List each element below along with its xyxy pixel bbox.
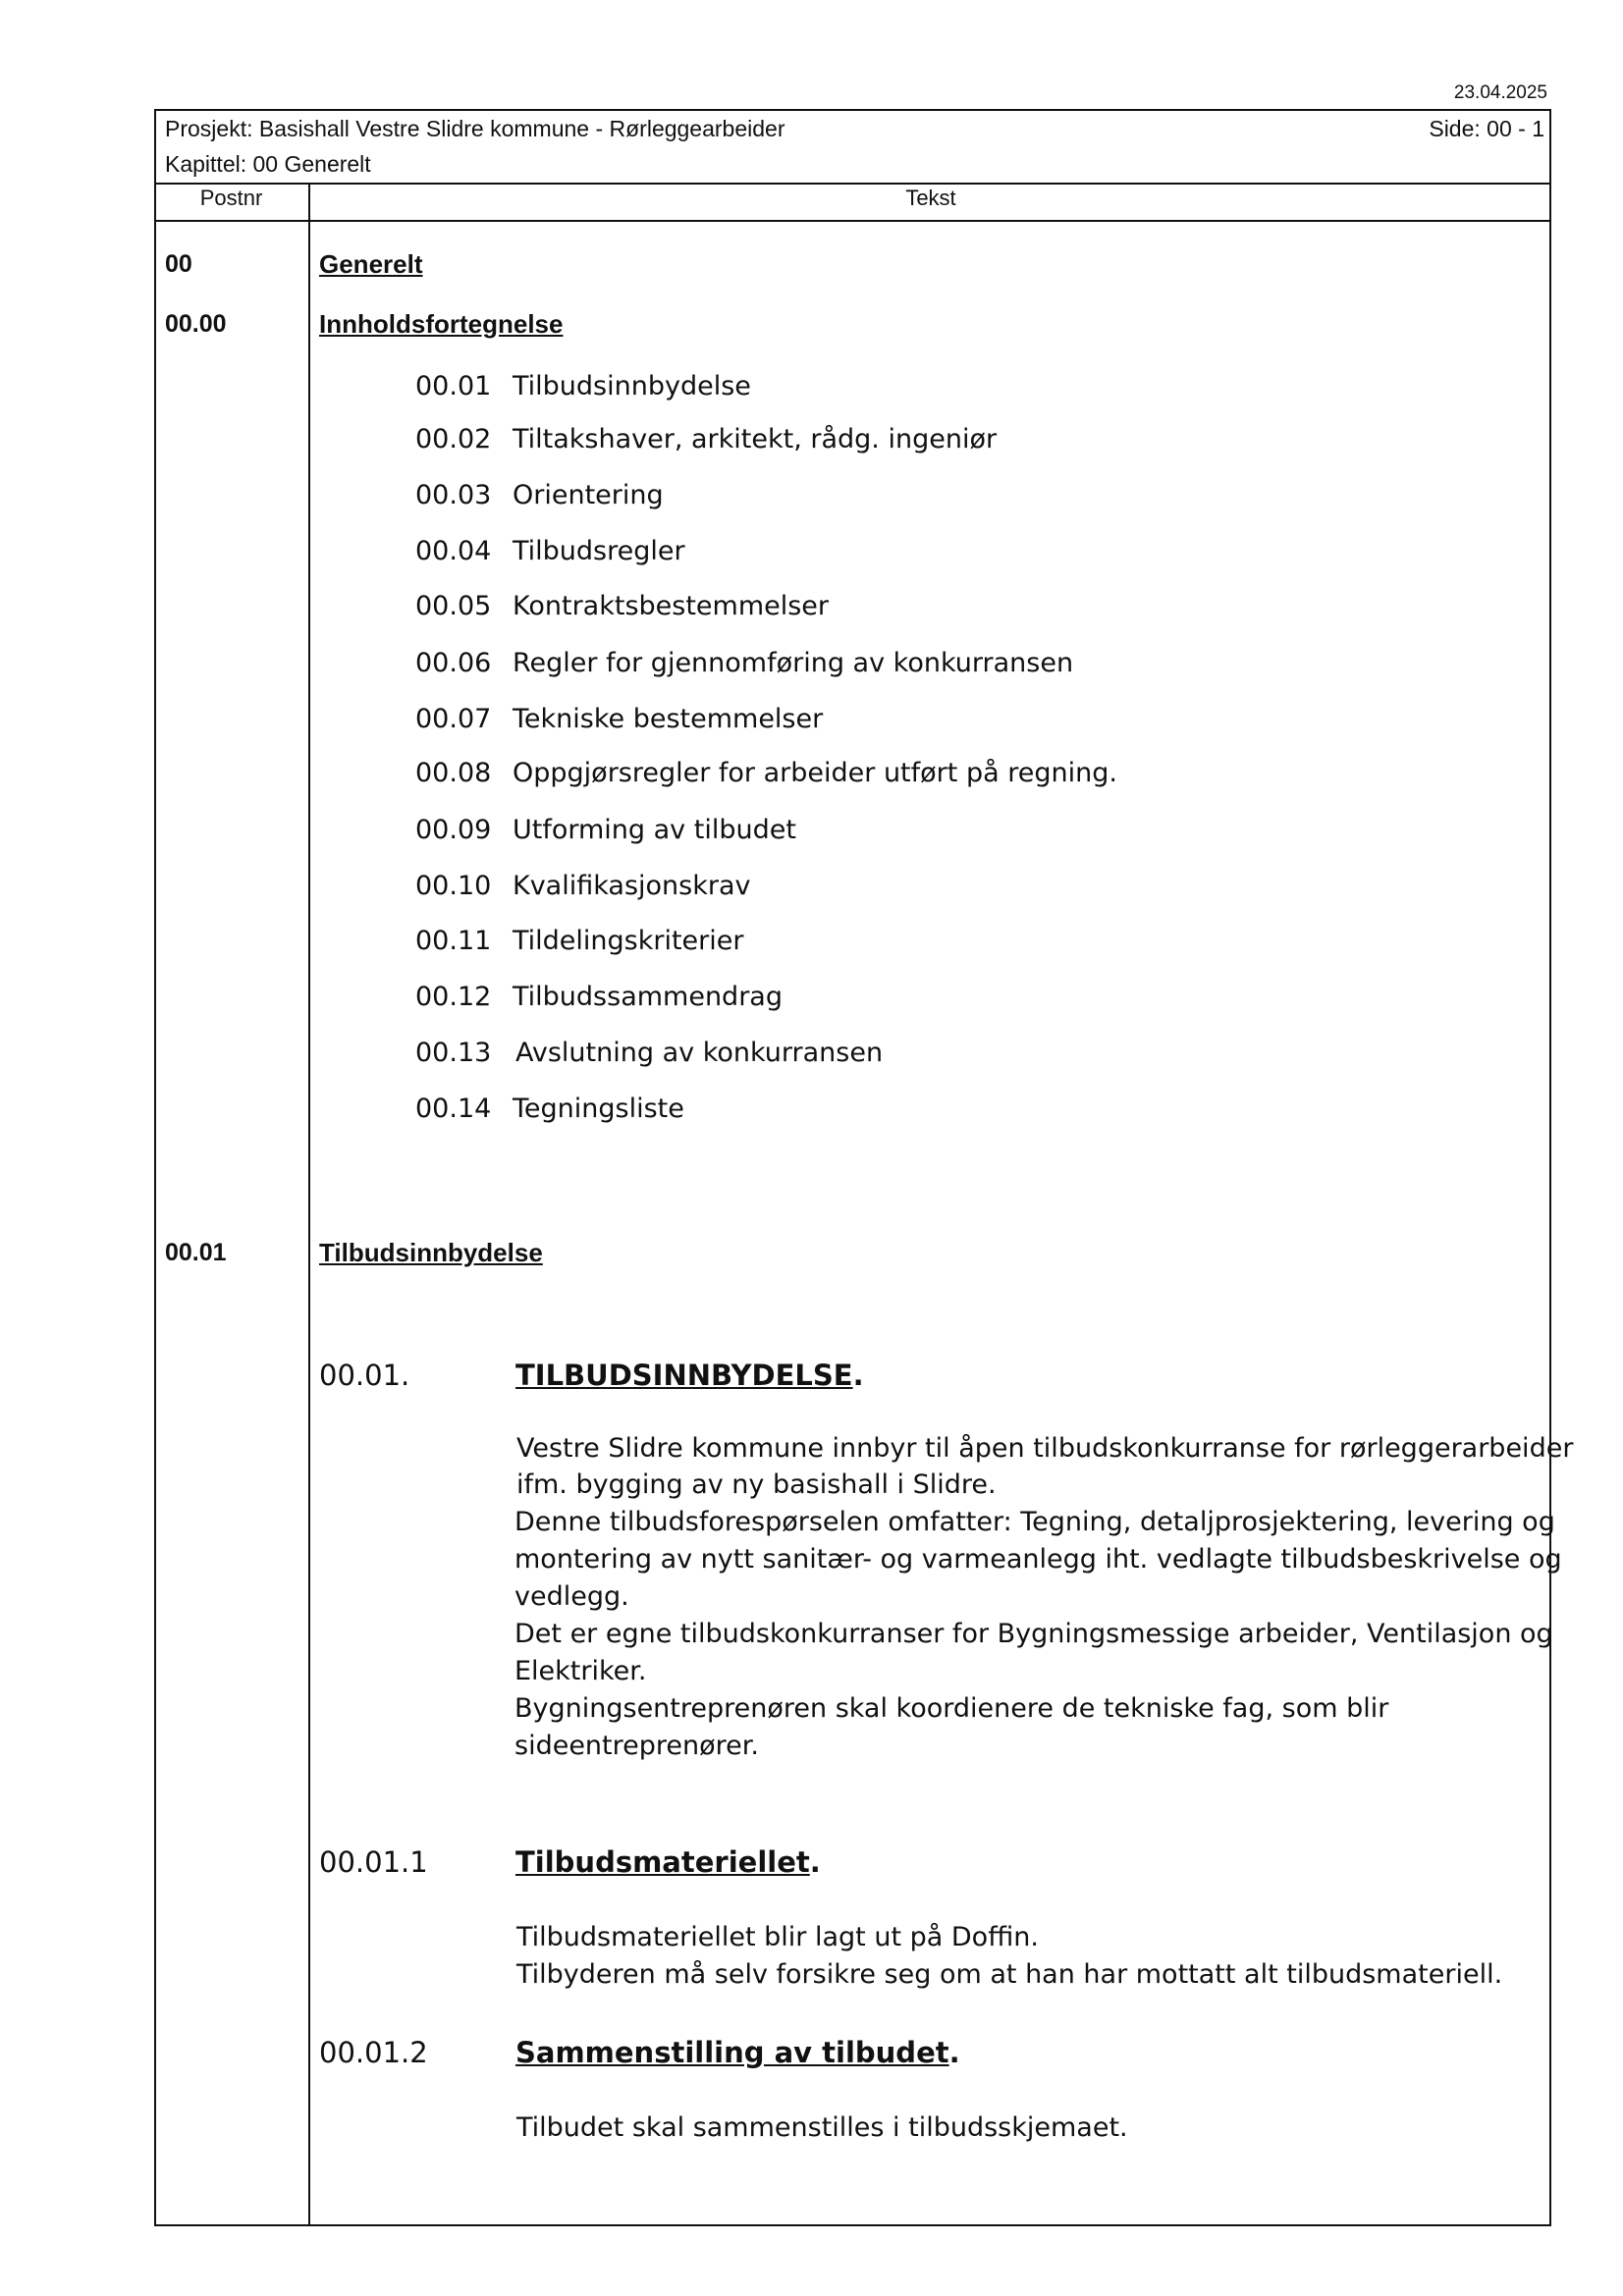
toc-item-number: 00.12 <box>415 982 492 1012</box>
toc-item-number: 00.03 <box>415 480 492 510</box>
paragraph-line: Tilbudet skal sammenstilles i tilbudsskjemaet. <box>516 2112 1128 2143</box>
toc-item-label: Tegningsliste <box>513 1094 684 1124</box>
toc-item-label: Utforming av tilbudet <box>513 815 796 845</box>
toc-item-label: Kontraktsbestemmelser <box>513 591 830 621</box>
paragraph-line: Bygningsentreprenøren skal koordienere de tekniske fag, som blir <box>514 1693 1389 1724</box>
column-divider <box>308 183 310 2226</box>
postnr-00-00: 00.00 <box>165 310 227 338</box>
paragraph-line: Elektriker. <box>514 1656 647 1686</box>
toc-item-number: 00.11 <box>415 926 492 956</box>
toc-item-number: 00.01 <box>415 371 492 401</box>
toc-item-label: Tilbudsregler <box>513 536 685 566</box>
toc-item-label: Tiltakshaver, arkitekt, rådg. ingeniør <box>513 424 998 454</box>
subsection-title <box>515 1359 864 1392</box>
section-heading-tilbudsinnbydelse: Tilbudsinnbydelse <box>319 1238 543 1267</box>
toc-item-number: 00.14 <box>415 1094 492 1124</box>
header-divider-columns <box>154 220 1551 222</box>
column-header-postnr: Postnr <box>199 186 263 210</box>
header-divider-chapter <box>154 183 1551 185</box>
toc-item-label: Tildelingskriterier <box>513 926 744 956</box>
paragraph-line: Tilbyderen må selv forsikre seg om at han har mottatt alt tilbudsmateriell. <box>516 1959 1503 1990</box>
toc-item-number: 00.06 <box>415 648 492 678</box>
paragraph-line: montering av nytt sanitær- og varmeanlegg iht. vedlagte tilbudsbeskrivelse og <box>514 1544 1562 1575</box>
document-date: 23.04.2025 <box>1453 82 1547 103</box>
page-number: Side: 00 - 1 <box>1429 116 1544 141</box>
toc-item-label: Regler for gjennomføring av konkurransen <box>513 648 1074 678</box>
toc-item-label: Oppgjørsregler for arbeider utført på regning. <box>513 758 1117 788</box>
section-heading-innholdsfortegnelse: Innholdsfortegnelse <box>319 309 564 339</box>
subsection-title-text: Tilbudsmateriellet <box>515 1845 810 1879</box>
section-heading-generelt: Generelt <box>319 249 423 279</box>
subsection-title <box>515 1845 821 1879</box>
toc-item-label: Orientering <box>513 480 664 510</box>
subsection-title-period: . <box>809 1845 821 1879</box>
toc-item-number: 00.04 <box>415 536 492 566</box>
project-title: Prosjekt: Basishall Vestre Slidre kommune - Rørleggearbeider <box>165 116 785 141</box>
chapter-title: Kapittel: 00 Generelt <box>165 151 371 177</box>
paragraph-line: Tilbudsmateriellet blir lagt ut på Doffin. <box>516 1922 1039 1952</box>
subsection-title-period: . <box>948 2036 960 2069</box>
paragraph-line: sideentreprenører. <box>514 1731 759 1761</box>
subsection-title-text: TILBUDSINNBYDELSE <box>515 1359 853 1392</box>
toc-item-number: 00.09 <box>415 815 492 845</box>
toc-item-label: Avslutning av konkurransen <box>515 1038 884 1068</box>
postnr-00-01: 00.01 <box>165 1239 227 1266</box>
toc-item-number: 00.08 <box>415 758 492 788</box>
postnr-00: 00 <box>165 250 192 278</box>
subsection-number: 00.01.2 <box>319 2036 428 2069</box>
toc-item-number: 00.05 <box>415 591 492 621</box>
toc-item-number: 00.13 <box>415 1038 492 1068</box>
subsection-title <box>515 2036 960 2069</box>
toc-item-label: Kvalifikasjonskrav <box>513 871 751 901</box>
paragraph-line: ifm. bygging av ny basishall i Slidre. <box>516 1469 997 1500</box>
toc-item-label: Tilbudssammendrag <box>513 982 783 1012</box>
subsection-title-text: Sammenstilling av tilbudet <box>515 2036 949 2069</box>
subsection-title-period: . <box>852 1359 864 1392</box>
toc-item-number: 00.02 <box>415 424 492 454</box>
toc-item-number: 00.10 <box>415 871 492 901</box>
column-header-tekst: Tekst <box>905 186 956 210</box>
toc-item-label: Tekniske bestemmelser <box>513 704 824 734</box>
subsection-number: 00.01. <box>319 1359 410 1392</box>
toc-item-label: Tilbudsinnbydelse <box>513 371 751 401</box>
paragraph-line: Det er egne tilbudskonkurranser for Bygningsmessige arbeider, Ventilasjon og <box>514 1619 1553 1649</box>
paragraph-line: vedlegg. <box>514 1581 629 1612</box>
subsection-number: 00.01.1 <box>319 1845 428 1879</box>
paragraph-line: Denne tilbudsforespørselen omfatter: Tegning, detaljprosjektering, levering og <box>514 1507 1555 1537</box>
toc-item-number: 00.07 <box>415 704 492 734</box>
paragraph-line: Vestre Slidre kommune innbyr til åpen tilbudskonkurranse for rørleggerarbeider <box>516 1433 1574 1464</box>
